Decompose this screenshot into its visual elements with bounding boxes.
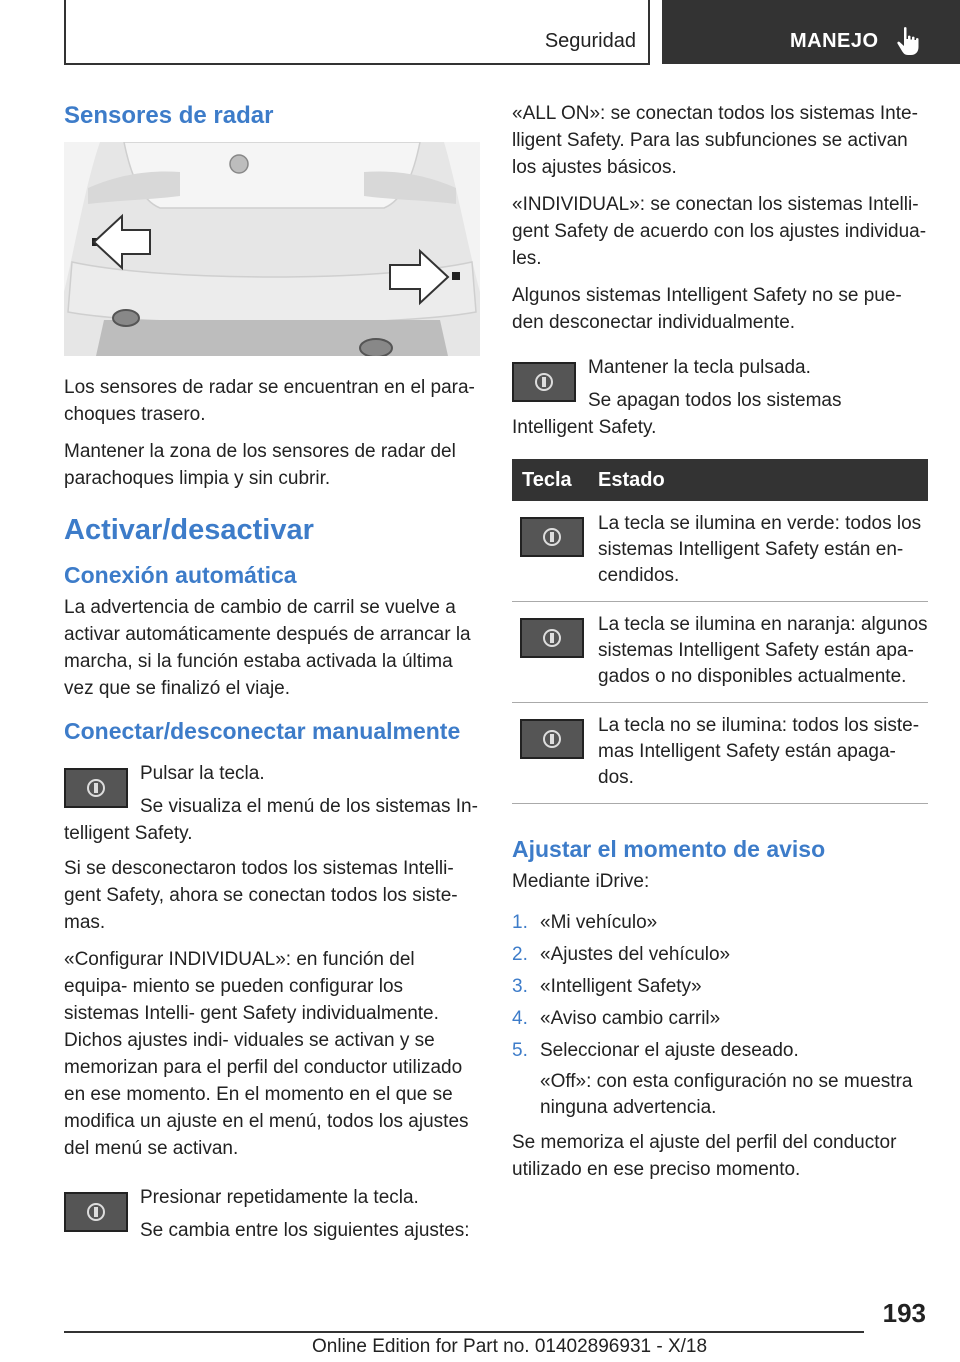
key3-hold-text: Mantener la tecla pulsada. (588, 357, 811, 378)
button-lit-orange-icon (520, 618, 584, 658)
list-item: 5. Seleccionar el ajuste deseado. (512, 1040, 799, 1061)
hand-pointer-icon (896, 26, 922, 56)
list-item: 3. «Intelligent Safety» (512, 976, 702, 997)
idrive-steps-list (512, 909, 928, 1064)
table-header-key: Tecla (512, 459, 588, 501)
table-row (512, 602, 928, 703)
intelligent-safety-button[interactable] (512, 362, 576, 402)
heading-radar-sensors: Sensores de radar (64, 102, 274, 129)
table-cell-state: La tecla se ilumina en naranja: algunos sistemas Intelligent Safety están apa- gados o no disponibles actualmente. (588, 602, 928, 703)
key3-off-text: Se apagan todos los sistemas Intelligent Safety. (512, 390, 842, 438)
intelligent-safety-button[interactable] (64, 1192, 128, 1232)
button-lit-green-icon (520, 517, 584, 557)
table-header-state: Estado (588, 459, 928, 501)
table-cell-state: La tecla no se ilumina: todos los siste- mas Intelligent Safety están apaga- dos. (588, 703, 928, 804)
header-rule-bottom (64, 63, 650, 65)
heading-warning-timing: Ajustar el momento de aviso (512, 836, 826, 862)
step5-off-note: «Off»: con esta configuración no se muestra ninguna advertencia. (540, 1071, 913, 1118)
all-on-text: «ALL ON»: se conectan todos los sistemas Inte- lligent Safety. Para las subfunciones se activan los ajustes básicos. (512, 103, 918, 178)
automatic-connection-text: La advertencia de cambio de carril se vuelve a activar automáticamente después de arrancar la marcha, si la función estaba activada la última vez que se finalizó el viaje. (64, 597, 471, 699)
header-section-title: Seguridad (544, 30, 636, 52)
header-chapter-tab[interactable] (662, 0, 960, 64)
page-number: 193 (882, 1298, 926, 1328)
footer-edition: Online Edition for Part no. 01402896931 - X/18 (312, 1336, 708, 1357)
key1-press-text: Pulsar la tecla. (140, 763, 265, 784)
key2-cycle-text: Se cambia entre los siguientes ajustes: (140, 1220, 470, 1241)
rear-bumper-radar-photo (64, 142, 480, 356)
key-press-instruction (64, 760, 480, 847)
button-unlit-icon (520, 719, 584, 759)
header-rule-left (64, 0, 66, 64)
list-item: 1. «Mi vehículo» (512, 912, 658, 933)
list-item: 2. «Ajustes del vehículo» (512, 944, 731, 965)
configure-individual-text: «Configurar INDIVIDUAL»: en función del equipa- miento se pueden configurar los sistemas Intelli- gent Safety individualmente. Dichos ajustes indi- viduales se activan y se memorizan para el perfil del conductor utilizado en ese momento. En el momento en el que se modifica un ajuste en el menú, todos los ajustes del menú se activan. (64, 949, 469, 1159)
list-item: 4. «Aviso cambio carril» (512, 1008, 721, 1029)
heading-automatic-connection: Conexión automática (64, 562, 297, 588)
radar-location-text: Los sensores de radar se encuentran en el para- choques trasero. (64, 377, 475, 425)
individual-text: «INDIVIDUAL»: se conectan los sistemas Intelli- gent Safety de acuerdo con los ajustes individua- les. (512, 194, 927, 269)
key-repeat-instruction (64, 1184, 480, 1244)
key2-repeat-text: Presionar repetidamente la tecla. (140, 1187, 419, 1208)
some-systems-text: Algunos sistemas Intelligent Safety no se pue- den desconectar individualmente. (512, 285, 902, 333)
idrive-text: Mediante iDrive: (512, 871, 650, 892)
key-hold-instruction (512, 354, 928, 441)
right-column (512, 100, 928, 1193)
left-column (64, 100, 480, 1252)
radar-clean-text: Mantener la zona de los sensores de radar del parachoques limpia y sin cubrir. (64, 441, 456, 489)
profile-memorized-text: Se memoriza el ajuste del perfil del conductor utilizado en ese preciso momento. (512, 1132, 897, 1180)
table-row (512, 501, 928, 602)
header-chapter-label: MANEJO (790, 30, 879, 52)
table-cell-state: La tecla se ilumina en verde: todos los sistemas Intelligent Safety están en- cendidos. (588, 501, 928, 602)
intelligent-safety-button[interactable] (64, 768, 128, 808)
header-rule-divider (648, 0, 650, 64)
footer-rule (64, 1331, 864, 1333)
heading-manual-connection: Conectar/desconectar manualmente (64, 718, 461, 744)
manual-reconnect-text: Si se desconectaron todos los sistemas Intelli- gent Safety, ahora se conectan todos los siste- mas. (64, 858, 458, 933)
key-status-table (512, 459, 928, 804)
table-row (512, 703, 928, 804)
heading-activate-deactivate: Activar/desactivar (64, 514, 314, 546)
key1-menu-text: Se visualiza el menú de los sistemas In- telligent Safety. (64, 796, 478, 844)
